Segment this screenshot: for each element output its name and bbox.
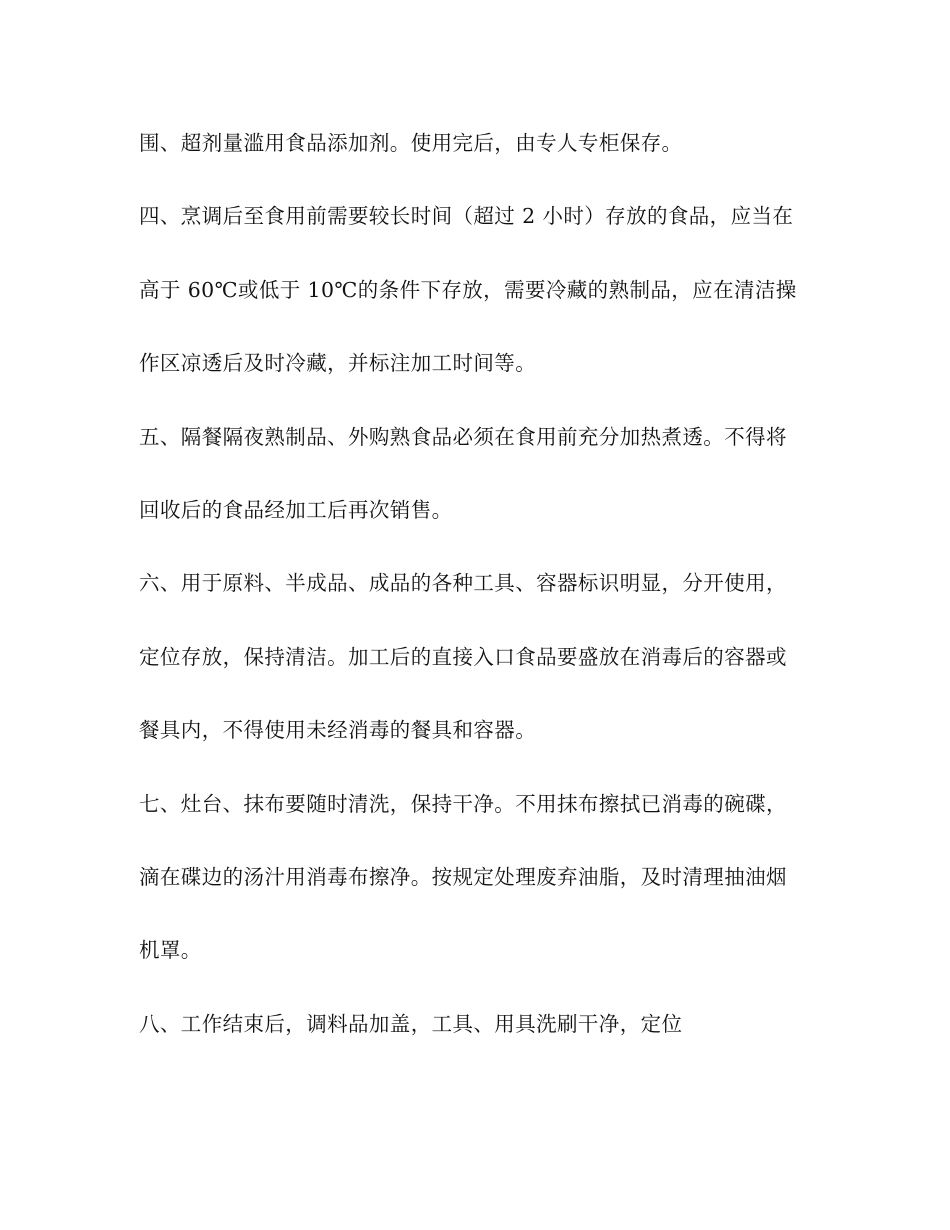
text-line-8: 定位存放，保持清洁。加工后的直接入口食品要盛放在消毒后的容器或 — [139, 644, 787, 669]
text-line-3: 高于 60℃或低于 10℃的条件下存放，需要冷藏的熟制品，应在清洁操 — [139, 277, 797, 302]
text-line-6: 回收后的食品经加工后再次销售。 — [139, 497, 453, 522]
text-line-9: 餐具内，不得使用未经消毒的餐具和容器。 — [139, 718, 537, 743]
text-line-10: 七、灶台、抹布要随时清洗，保持干净。不用抹布擦拭已消毒的碗碟， — [139, 791, 787, 816]
text-line-4: 作区凉透后及时冷藏，并标注加工时间等。 — [139, 351, 537, 376]
text-line-5: 五、隔餐隔夜熟制品、外购熟食品必须在食用前充分加热煮透。不得将 — [139, 424, 787, 449]
document-body — [139, 120, 839, 1074]
text-line-11: 滴在碟边的汤汁用消毒布擦净。按规定处理废弃油脂，及时清理抽油烟 — [139, 864, 787, 889]
text-line-12: 机罩。 — [139, 938, 202, 963]
text-line-2: 四、烹调后至食用前需要较长时间（超过 2 小时）存放的食品，应当在 — [139, 204, 794, 229]
text-line-7: 六、用于原料、半成品、成品的各种工具、容器标识明显，分开使用， — [139, 571, 787, 596]
text-line-13: 八、工作结束后，调料品加盖，工具、用具洗刷干净，定位 — [139, 1011, 683, 1036]
text-line-1: 围、超剂量滥用食品添加剂。使用完后，由专人专柜保存。 — [139, 131, 683, 155]
